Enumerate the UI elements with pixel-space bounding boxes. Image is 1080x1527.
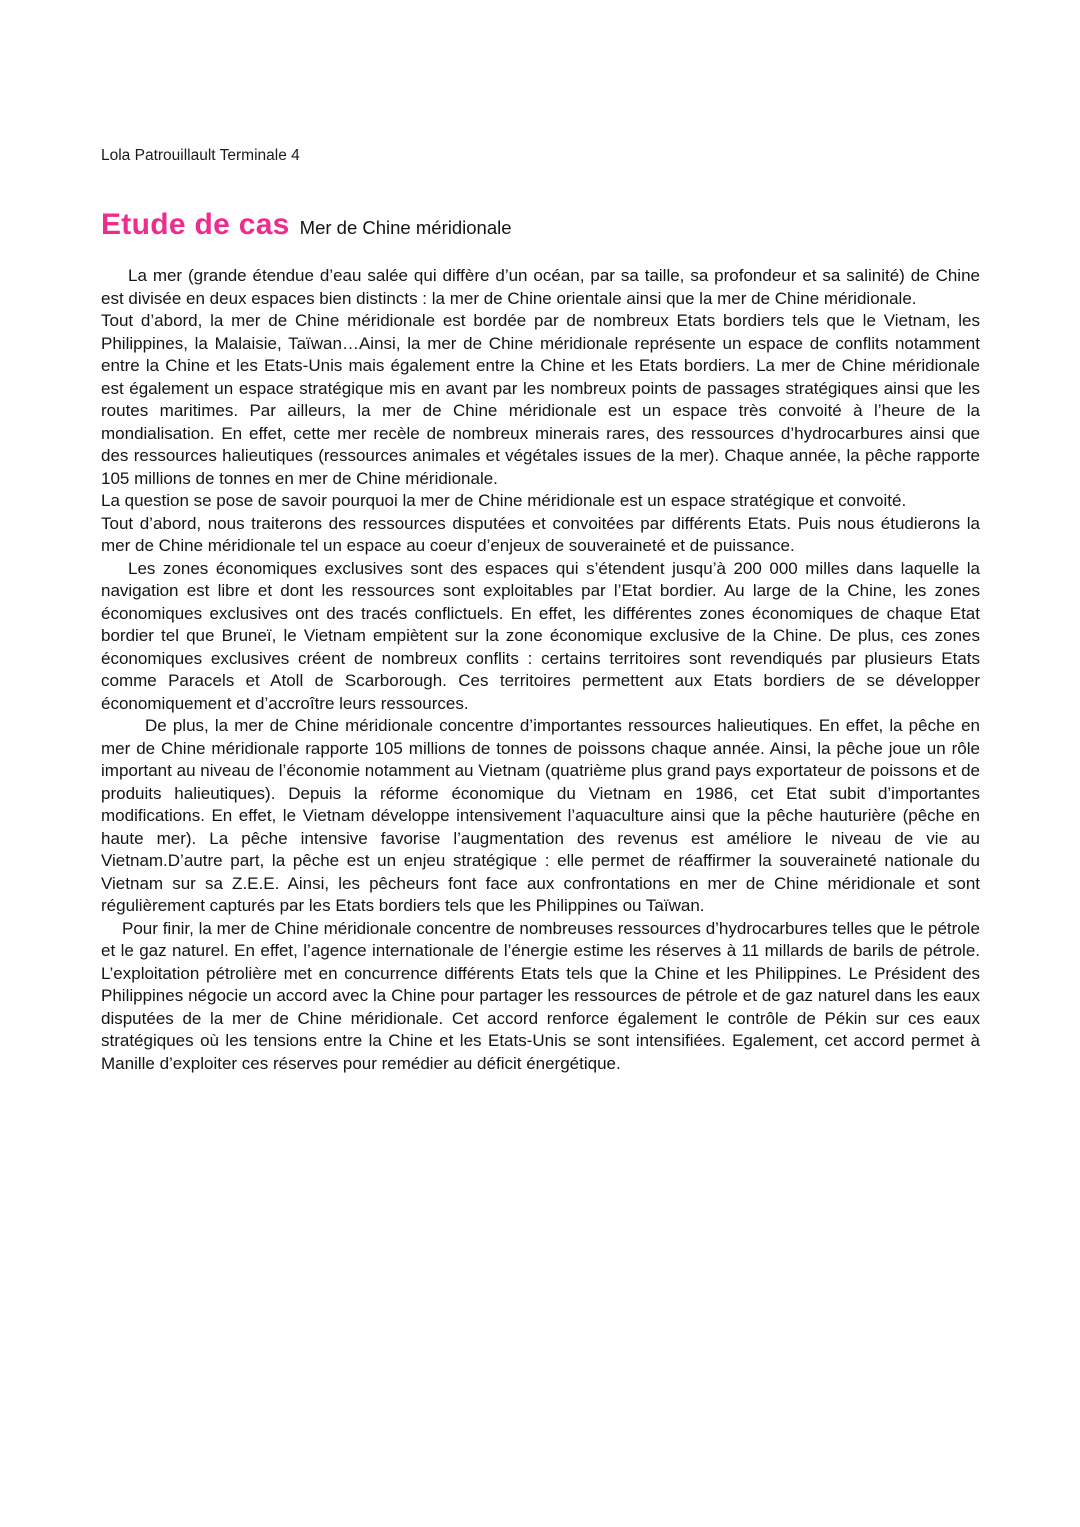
page-title: Etude de cas bbox=[101, 208, 290, 241]
paragraph-hydrocarbures: Pour finir, la mer de Chine méridionale concentre de nombreuses ressources d’hydrocarbures telles que le pétrole et le gaz naturel. En effet, l’agence internationale de l’énergie estime les réserves à 11 millards de barils de pétrole. L’exploitation pétrolière met en concurrence différents Etats tels que la Chine et les Philippines. Le Président des Philippines négocie un accord avec la Chine pour partager les ressources de pétrole et de gaz naturel dans les eaux disputées de la mer de Chine méridionale. Cet accord renforce également le contrôle de Pékin sur ces eaux stratégiques où les tensions entre la Chine et les Etats-Unis se sont intensifiées. Egalement, cet accord permet à Manille d’exploiter ces réserves pour remédier au déficit énergétique. bbox=[101, 918, 980, 1073]
paragraph-intro-context: Tout d’abord, la mer de Chine méridionale est bordée par de nombreux Etats bordiers tels que le Vietnam, les Philippines, la Malaisie, Taïwan…Ainsi, la mer de Chine méridionale représente un espace de conflits notamment entre la Chine et les Etats-Unis mais également entre la Chine et les Etats bordiers. La mer de Chine méridionale est également un espace stratégique mis en avant par les nombreux points de passages stratégiques ainsi que les routes maritimes. Par ailleurs, la mer de Chine méridionale est un espace très convoité à l’heure de la mondialisation. En effet, cette mer recèle de nombreux minerais rares, des ressources d’hydrocarbures ainsi que des ressources halieutiques (ressources animales et végétales issues de la mer). Chaque année, la pêche rapporte 105 millions de tonnes en mer de Chine méridionale. bbox=[101, 311, 980, 488]
title-row bbox=[101, 208, 980, 242]
page-subtitle: Mer de Chine méridionale bbox=[299, 217, 512, 238]
essay-body bbox=[101, 265, 980, 1075]
student-header: Lola Patrouillault Terminale 4 bbox=[101, 147, 300, 164]
paragraph-zee: Les zones économiques exclusives sont des espaces qui s’étendent jusqu’à 200 000 milles dans laquelle la navigation est libre et dont les ressources sont exploitables par l’Etat bordier. Au large de la Chine, les zones économiques exclusives ont des tracés conflictuels. En effet, les différentes zones économiques de chaque Etat bordier tel que Bruneï, le Vietnam empiètent sur la zone économique exclusive de la Chine. De plus, ces zones économiques exclusives créent de nombreux conflits : certains territoires sont revendiqués par plusieurs Etats comme Paracels et Atoll de Scarborough. Ces territoires permettent aux Etats bordiers de se développer économiquement et d’accroître leurs ressources. bbox=[101, 558, 980, 713]
paragraph-intro-definition: La mer (grande étendue d’eau salée qui diffère d’un océan, par sa taille, sa profondeur et sa salinité) de Chine est divisée en deux espaces bien distincts : la mer de Chine orientale ainsi que la mer de Chine méridionale. bbox=[101, 266, 980, 308]
paragraph-annonce-plan: Tout d’abord, nous traiterons des ressources disputées et convoitées par différents Etats. Puis nous étudierons la mer de Chine méridionale tel un espace au coeur d’enjeux de souveraineté et de puissance. bbox=[101, 513, 980, 555]
paragraph-ressources-halieutiques: De plus, la mer de Chine méridionale concentre d’importantes ressources halieutiques. En effet, la pêche en mer de Chine méridionale rapporte 105 millions de tonnes de poissons chaque année. Ainsi, la pêche joue un rôle important au niveau de l’économie notamment au Vietnam (quatrième plus grand pays exportateur de poissons et de produits halieutiques). Depuis la réforme économique du Vietnam en 1986, cet Etat subit d’importantes modifications. En effet, le Vietnam développe intensivement l’aquaculture ainsi que la pêche hauturière (pêche en haute mer). La pêche intensive favorise l’augmentation des revenus est améliore le niveau de vie au Vietnam.D’autre part, la pêche est un enjeu stratégique : elle permet de réaffirmer la souveraineté nationale du Vietnam sur sa Z.E.E. Ainsi, les pêcheurs font face aux confrontations en mer de Chine méridionale et sont régulièrement capturés par les Etats bordiers tels que les Philippines ou Taïwan. bbox=[101, 716, 980, 915]
paragraph-problematique: La question se pose de savoir pourquoi la mer de Chine méridionale est un espace stratégique et convoité. bbox=[101, 491, 907, 510]
